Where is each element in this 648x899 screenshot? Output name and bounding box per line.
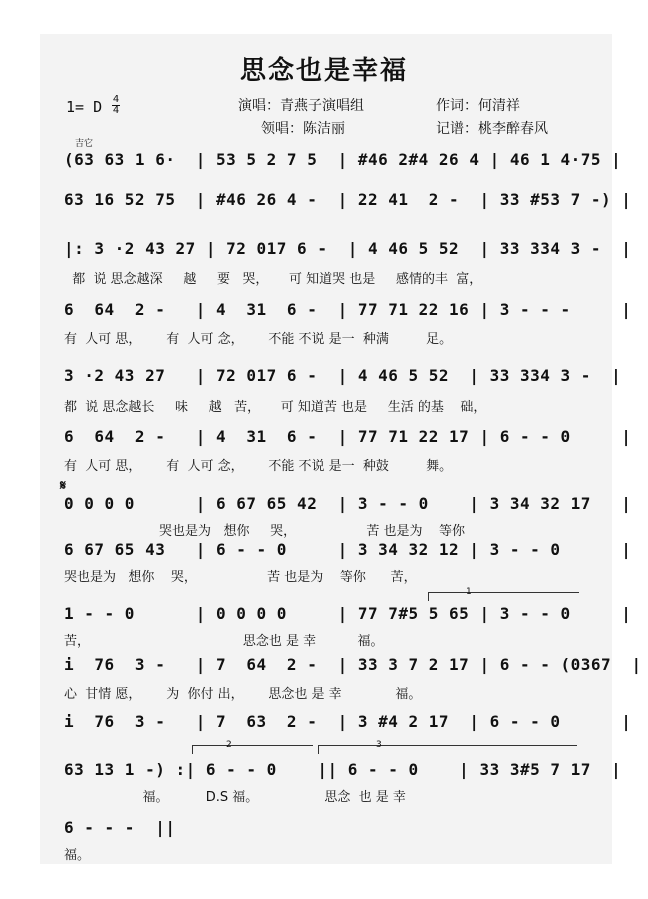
staff-row-12-notes: 63 13 1 -) :| 6 - - 0 || 6 - - 0 | 33 3#5 7 17 |	[64, 760, 622, 779]
volta-3-bracket	[318, 745, 577, 754]
time-signature	[112, 95, 120, 116]
staff-row-5-notes: 3 ·2 43 27 | 72 017 6 - | 4 46 5 52 | 33 334 3 - |	[64, 366, 622, 385]
staff-row-4-lyrics: 有 人可 思， 有 人可 念， 不能 不说 是一 种满 足。	[64, 332, 453, 347]
song-title: 思念也是幸福	[239, 56, 408, 86]
staff-row-3-lyrics: 都 说 思念越深 越 要 哭， 可 知道哭 也是 感情的丰 富，	[64, 272, 483, 287]
staff-row-8-notes: 6 67 65 43 | 6 - - 0 | 3 34 32 12 | 3 - - 0 |	[64, 540, 632, 559]
staff-row-10-lyrics: 心 甘情 愿， 为 你付 出， 思念也 是 幸 福。	[64, 687, 422, 702]
staff-row-6-lyrics: 有 人可 思， 有 人可 念， 不能 不说 是一 种鼓 舞。	[64, 459, 453, 474]
staff-row-9-notes: 1 - - 0 | 0 0 0 0 | 77 7#5 5 65 | 3 - - 0 |	[64, 604, 632, 623]
volta-1-label: 1	[466, 587, 472, 597]
staff-row-13-lyrics: 福。	[64, 848, 91, 863]
staff-row-4-notes: 6 64 2 - | 4 31 6 - | 77 71 22 16 | 3 - - - |	[64, 300, 632, 319]
time-sig-bottom: 4	[112, 105, 120, 116]
key-signature: 1= D	[66, 98, 103, 116]
segno-sign: 𝄋	[60, 478, 67, 494]
staff-row-9-lyrics: 苦， 思念也 是 幸 福。	[64, 634, 384, 649]
credit-transcriber: 记谱：桃李醉春风	[436, 121, 548, 137]
volta-1-bracket	[428, 592, 579, 601]
credit-lyricist: 作词：何清祥	[436, 98, 520, 114]
staff-row-3-notes: |: 3 ·2 43 27 | 72 017 6 - | 4 46 5 52 | 33 334 3 - |	[64, 239, 632, 258]
volta-3-label: 3	[376, 740, 382, 750]
volta-2-bracket	[192, 745, 313, 754]
staff-row-13-notes: 6 - - - ||	[64, 818, 176, 837]
staff-row-1-notes: (63 63 1 6· | 53 5 2 7 5 | #46 2#4 26 4 | 46 1 4·75 |	[64, 150, 622, 169]
credit-singer: 演唱：青燕子演唱组	[238, 98, 364, 114]
volta-2-label: 2	[226, 740, 232, 750]
staff-row-11-notes: i 76 3 - | 7 63 2 - | 3 #4 2 17 | 6 - - 0 |	[64, 712, 632, 731]
staff-row-10-notes: i 76 3 - | 7 64 2 - | 33 3 7 2 17 | 6 - - (0367 |	[64, 655, 642, 674]
time-sig-top: 4	[112, 94, 120, 105]
staff-row-2-notes: 63 16 52 75 | #46 26 4 - | 22 41 2 - | 33 #53 7 -) |	[64, 190, 632, 209]
staff-row-5-lyrics: 都 说 思念越长 味 越 苦， 可 知道苦 也是 生活 的基 础，	[64, 400, 487, 415]
instrument-label: 吉它	[75, 139, 94, 149]
staff-row-7-notes: 0 0 0 0 | 6 67 65 42 | 3 - - 0 | 3 34 32 17 |	[64, 494, 632, 513]
credit-lead: 领唱：陈洁丽	[261, 121, 345, 137]
staff-row-6-notes: 6 64 2 - | 4 31 6 - | 77 71 22 17 | 6 - - 0 |	[64, 427, 632, 446]
staff-row-7-lyrics: 哭也是为 想你 哭， 苦 也是为 等你	[64, 524, 466, 539]
staff-row-8-lyrics: 哭也是为 想你 哭， 苦 也是为 等你 苦，	[64, 570, 417, 585]
staff-row-12-lyrics: 福。 D.S 福。 思念 也 是 幸	[64, 790, 406, 805]
